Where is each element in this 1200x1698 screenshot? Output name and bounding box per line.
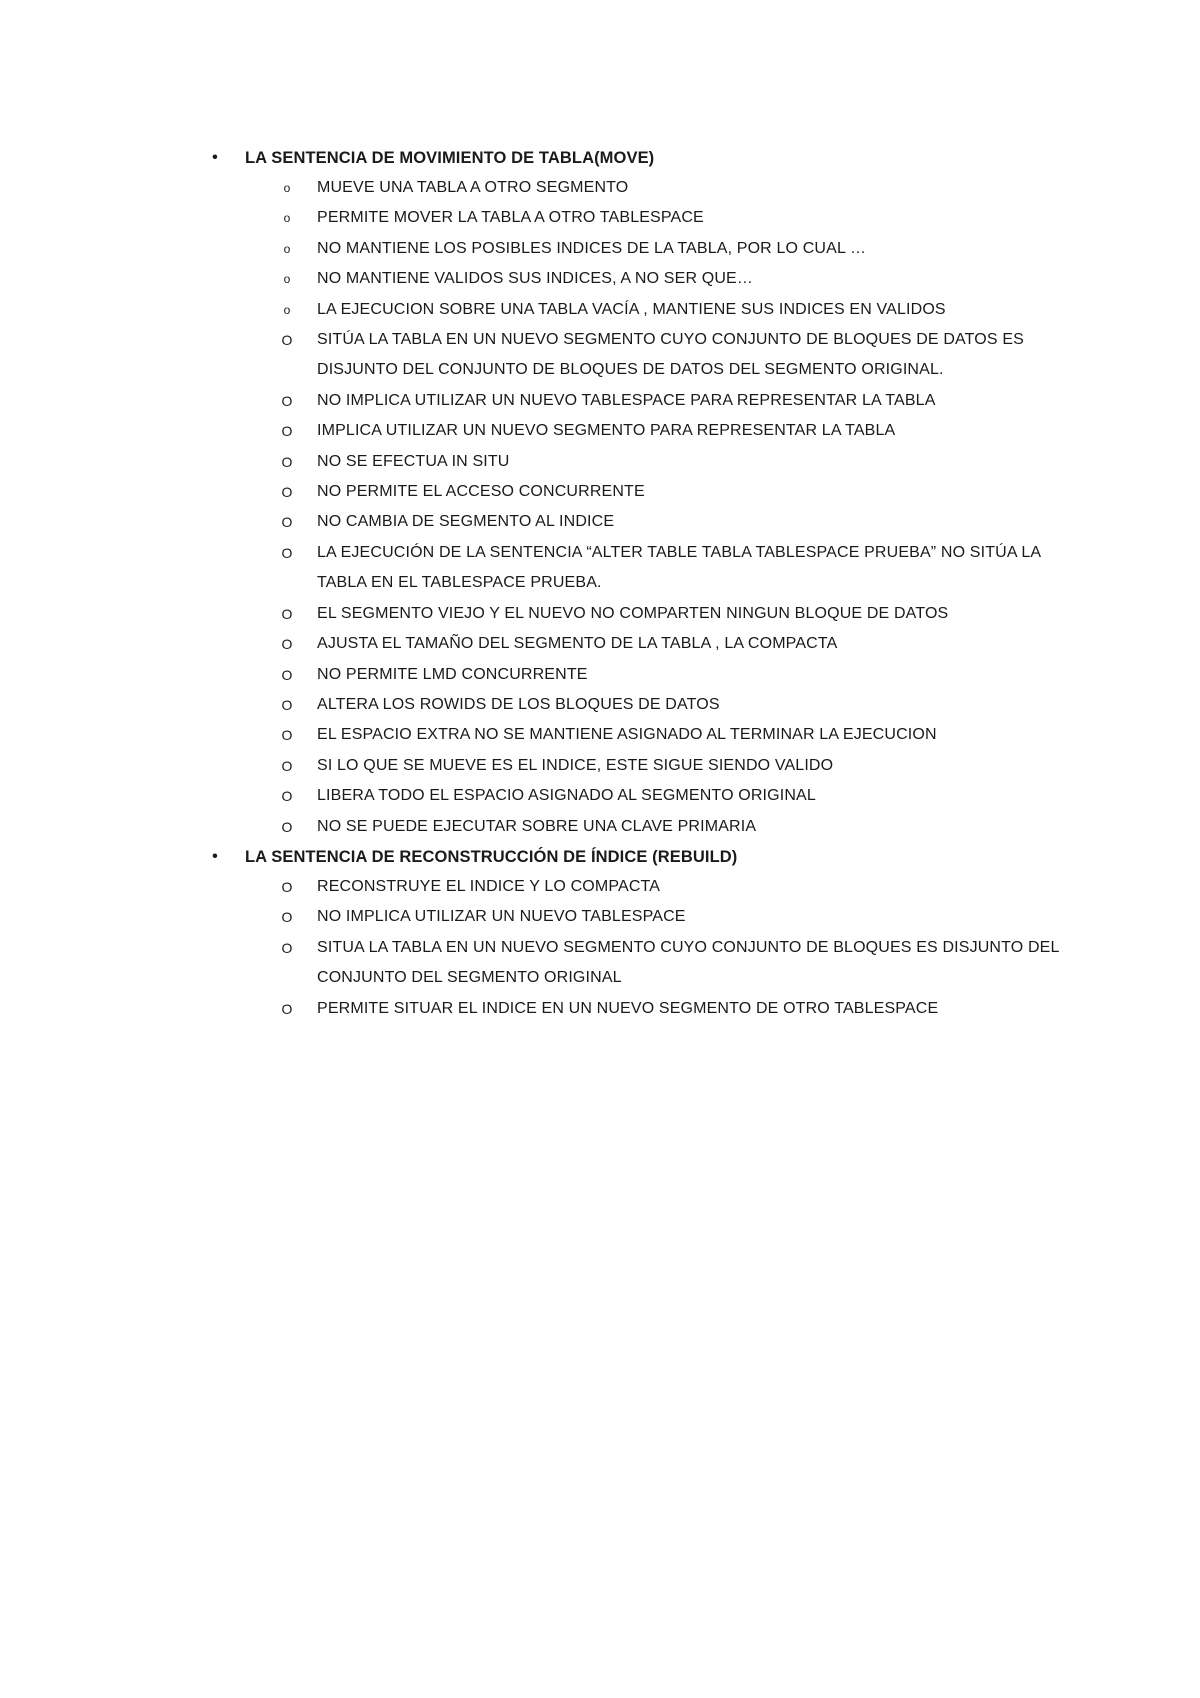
circle-marker: o <box>283 302 291 317</box>
circle-marker: O <box>281 332 293 349</box>
item-text: SITUA LA TABLA EN UN NUEVO SEGMENTO CUYO CONJUNTO DE BLOQUES ES DISJUNTO DEL CONJUNTO DEL SEGMENTO ORIGINAL <box>317 938 1059 987</box>
list-item <box>205 234 1085 264</box>
item-text: NO SE EFECTUA IN SITU <box>317 452 510 470</box>
section-heading <box>205 143 1085 173</box>
item-text: PERMITE MOVER LA TABLA A OTRO TABLESPACE <box>317 209 704 227</box>
item-text: LA EJECUCION SOBRE UNA TABLA VACÍA , MANTIENE SUS INDICES EN VALIDOS <box>317 300 946 318</box>
item-text: LA EJECUCIÓN DE LA SENTENCIA “ALTER TABLE TABLA TABLESPACE PRUEBA” NO SITÚA LA TABLA EN EL TABLESPACE PRUEBA. <box>317 543 1041 592</box>
list-item <box>205 720 1085 750</box>
list-item <box>205 295 1085 325</box>
circle-marker: O <box>281 818 293 835</box>
list-item <box>205 629 1085 659</box>
circle-marker: o <box>283 272 291 287</box>
circle-marker: O <box>281 423 293 440</box>
item-text: SITÚA LA TABLA EN UN NUEVO SEGMENTO CUYO CONJUNTO DE BLOQUES DE DATOS ES DISJUNTO DEL CONJUNTO DE BLOQUES DE DATOS DEL SEGMENTO ORIGINAL. <box>317 331 1024 379</box>
list-item <box>205 994 1085 1024</box>
list-item <box>205 751 1085 781</box>
bullet-dot: • <box>212 149 218 166</box>
item-text: RECONSTRUYE EL INDICE Y LO COMPACTA <box>317 877 661 895</box>
list-item <box>205 325 1085 386</box>
item-text: IMPLICA UTILIZAR UN NUEVO SEGMENTO PARA REPRESENTAR LA TABLA <box>317 422 896 440</box>
item-text: NO PERMITE EL ACCESO CONCURRENTE <box>317 483 645 501</box>
list-item <box>205 599 1085 629</box>
bullet-dot: • <box>212 847 218 865</box>
circle-marker: O <box>281 514 293 531</box>
item-text: ALTERA LOS ROWIDS DE LOS BLOQUES DE DATOS <box>317 695 720 713</box>
list-item <box>205 538 1085 599</box>
item-text: NO IMPLICA UTILIZAR UN NUEVO TABLESPACE <box>317 908 686 926</box>
list-item <box>205 507 1085 537</box>
list-item <box>205 660 1085 690</box>
list-item <box>205 872 1085 902</box>
list-item <box>205 264 1085 294</box>
list-item <box>205 781 1085 811</box>
list-item <box>205 690 1085 720</box>
circle-marker: o <box>283 211 291 226</box>
list-item <box>205 173 1085 203</box>
item-text: NO CAMBIA DE SEGMENTO AL INDICE <box>317 513 615 531</box>
circle-marker: O <box>281 1000 293 1017</box>
item-text: EL ESPACIO EXTRA NO SE MANTIENE ASIGNADO AL TERMINAR LA EJECUCION <box>317 726 937 744</box>
list-item <box>205 447 1085 477</box>
circle-marker: O <box>281 666 293 683</box>
list-item <box>205 203 1085 233</box>
circle-marker: O <box>281 757 293 774</box>
item-list <box>205 173 1085 842</box>
item-text: NO MANTIENE LOS POSIBLES INDICES DE LA TABLA, POR LO CUAL … <box>317 239 867 257</box>
list-item <box>205 386 1085 416</box>
circle-marker: O <box>281 636 293 653</box>
circle-marker: O <box>281 453 293 470</box>
item-text: SI LO QUE SE MUEVE ES EL INDICE, ESTE SIGUE SIENDO VALIDO <box>317 756 834 774</box>
circle-marker: O <box>281 788 293 805</box>
circle-marker: O <box>281 939 293 956</box>
circle-marker: O <box>281 878 293 895</box>
item-text: AJUSTA EL TAMAÑO DEL SEGMENTO DE LA TABLA , LA COMPACTA <box>317 635 838 653</box>
list-item <box>205 812 1085 842</box>
circle-marker: O <box>281 484 293 501</box>
document-body <box>205 143 1085 1024</box>
list-item <box>205 416 1085 446</box>
item-text: NO MANTIENE VALIDOS SUS INDICES, A NO SER QUE… <box>317 270 754 288</box>
section-title: LA SENTENCIA DE MOVIMIENTO DE TABLA(MOVE) <box>245 149 655 167</box>
circle-marker: o <box>283 241 291 256</box>
circle-marker: O <box>281 544 293 561</box>
item-text: MUEVE UNA TABLA A OTRO SEGMENTO <box>317 179 629 196</box>
item-text: PERMITE SITUAR EL INDICE EN UN NUEVO SEGMENTO DE OTRO TABLESPACE <box>317 999 939 1017</box>
item-text: NO PERMITE LMD CONCURRENTE <box>317 665 588 683</box>
section-title: LA SENTENCIA DE RECONSTRUCCIÓN DE ÍNDICE (REBUILD) <box>245 847 738 866</box>
circle-marker: O <box>281 909 293 926</box>
section-move <box>205 143 1085 842</box>
circle-marker: O <box>281 605 293 622</box>
item-text: EL SEGMENTO VIEJO Y EL NUEVO NO COMPARTEN NINGUN BLOQUE DE DATOS <box>317 604 949 622</box>
section-heading <box>205 842 1085 872</box>
circle-marker: O <box>281 392 293 409</box>
item-text: LIBERA TODO EL ESPACIO ASIGNADO AL SEGMENTO ORIGINAL <box>317 787 816 805</box>
item-list <box>205 872 1085 1024</box>
section-rebuild <box>205 842 1085 1024</box>
list-item <box>205 477 1085 507</box>
item-text: NO SE PUEDE EJECUTAR SOBRE UNA CLAVE PRIMARIA <box>317 817 757 835</box>
circle-marker: O <box>281 727 293 744</box>
list-item <box>205 933 1085 994</box>
item-text: NO IMPLICA UTILIZAR UN NUEVO TABLESPACE PARA REPRESENTAR LA TABLA <box>317 391 936 409</box>
list-item <box>205 902 1085 932</box>
circle-marker: o <box>283 181 291 195</box>
circle-marker: O <box>281 696 293 713</box>
